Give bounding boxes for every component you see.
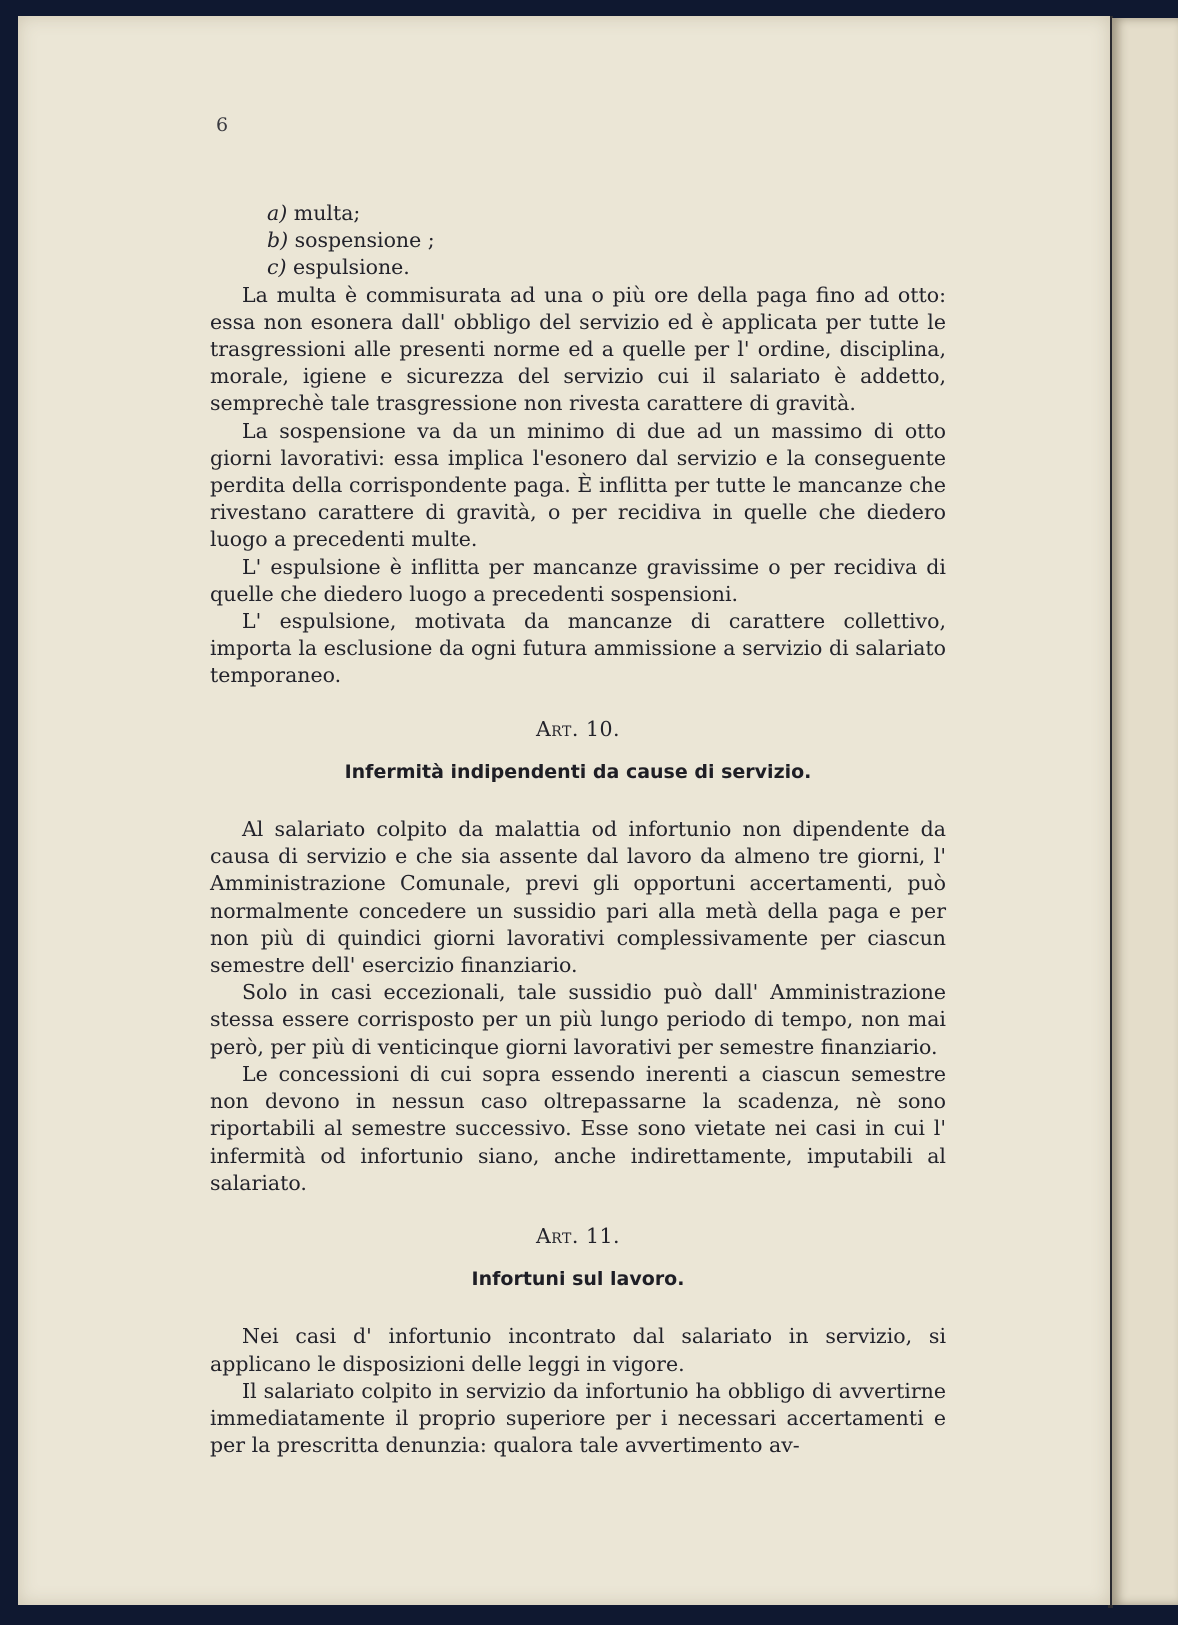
article-label: Art.: [535, 716, 579, 741]
penalty-list-item-a: [267, 200, 946, 227]
article-10-heading: [210, 716, 946, 743]
document-body: [210, 200, 946, 1459]
list-letter: b): [267, 228, 289, 253]
article-10-title: Infermità indipendenti da cause di servizio.: [344, 760, 812, 783]
list-text: sospensione ;: [294, 228, 435, 253]
adjacent-page-edge: [1112, 18, 1178, 1605]
article-10-paragraph: Solo in casi eccezionali, tale sussidio può dall' Amministrazione stessa essere corrisposto per un più lungo periodo di tempo, non mai però, per più di venticinque giorni lavorativi per semestre finanziario.: [210, 980, 946, 1059]
list-letter: c): [267, 255, 287, 280]
penalty-list-item-b: [267, 227, 946, 254]
paragraph-multa: La multa è commisurata ad una o più ore della paga fino ad otto: essa non esonera dall' obbligo del servizio ed è applicata per tutte le trasgressioni alle presenti norme ed a quelle per l' ordine, disciplina, morale, igiene e sicurezza del servizio cui il salariato è addetto, semprechè tale trasgressione non rivesta carattere di gravità.: [210, 282, 946, 416]
article-label: Art.: [535, 1223, 579, 1248]
article-number: 10.: [585, 716, 621, 741]
article-10-paragraph: Le concessioni di cui sopra essendo inerenti a ciascun semestre non devono in nessun caso oltrepassarne la scadenza, nè sono riportabili al semestre successivo. Esse sono vietate nei casi in cui l' infermità od infortunio siano, anche indirettamente, imputabili al salariato.: [210, 1061, 946, 1195]
list-text: multa;: [293, 201, 361, 225]
article-11-paragraph: Nei casi d' infortunio incontrato dal salariato in servizio, si applicano le disposizioni delle leggi in vigore.: [210, 1324, 946, 1376]
article-11-title: Infortuni sul lavoro.: [471, 1268, 685, 1291]
article-number: 11.: [585, 1223, 621, 1248]
page-number: 6: [216, 114, 229, 136]
list-text: espulsione.: [293, 255, 410, 280]
paragraph-espulsione: L' espulsione è inflitta per mancanze gravissime o per recidiva di quelle che diedero luogo a precedenti sospensioni.: [210, 554, 946, 606]
paragraph-sospensione: La sospensione va da un minimo di due ad un massimo di otto giorni lavorativi: essa implica l'esonero dal servizio e la conseguente perdita della corrispondente paga. È inflitta per tutte le mancanze che rivestano carattere di gravità, o per recidiva in quelle che diedero luogo a precedenti multe.: [210, 418, 946, 552]
paragraph-espulsione-collettiva: L' espulsione, motivata da mancanze di carattere collettivo, importa la esclusione da ogni futura ammissione a servizio di salariato temporaneo.: [210, 609, 946, 688]
article-11-paragraph: Il salariato colpito in servizio da infortunio ha obbligo di avvertirne immediatamente il proprio superiore per i necessari accertamenti e per la prescritta denunzia: qualora tale avvertimento av-: [210, 1378, 946, 1458]
article-10-paragraph: Al salariato colpito da malattia od infortunio non dipendente da causa di servizio e che sia assente dal lavoro da almeno tre giorni, l' Amministrazione Comunale, previ gli opportuni accertamenti, può normalmente concedere un sussidio pari alla metà della paga e per non più di quindici giorni lavorativi complessivamente per ciascun semestre dell' esercizio finanziario.: [210, 817, 946, 978]
penalty-list-item-c: [267, 254, 946, 281]
list-letter: a): [267, 201, 288, 225]
article-11-heading: [210, 1223, 946, 1250]
